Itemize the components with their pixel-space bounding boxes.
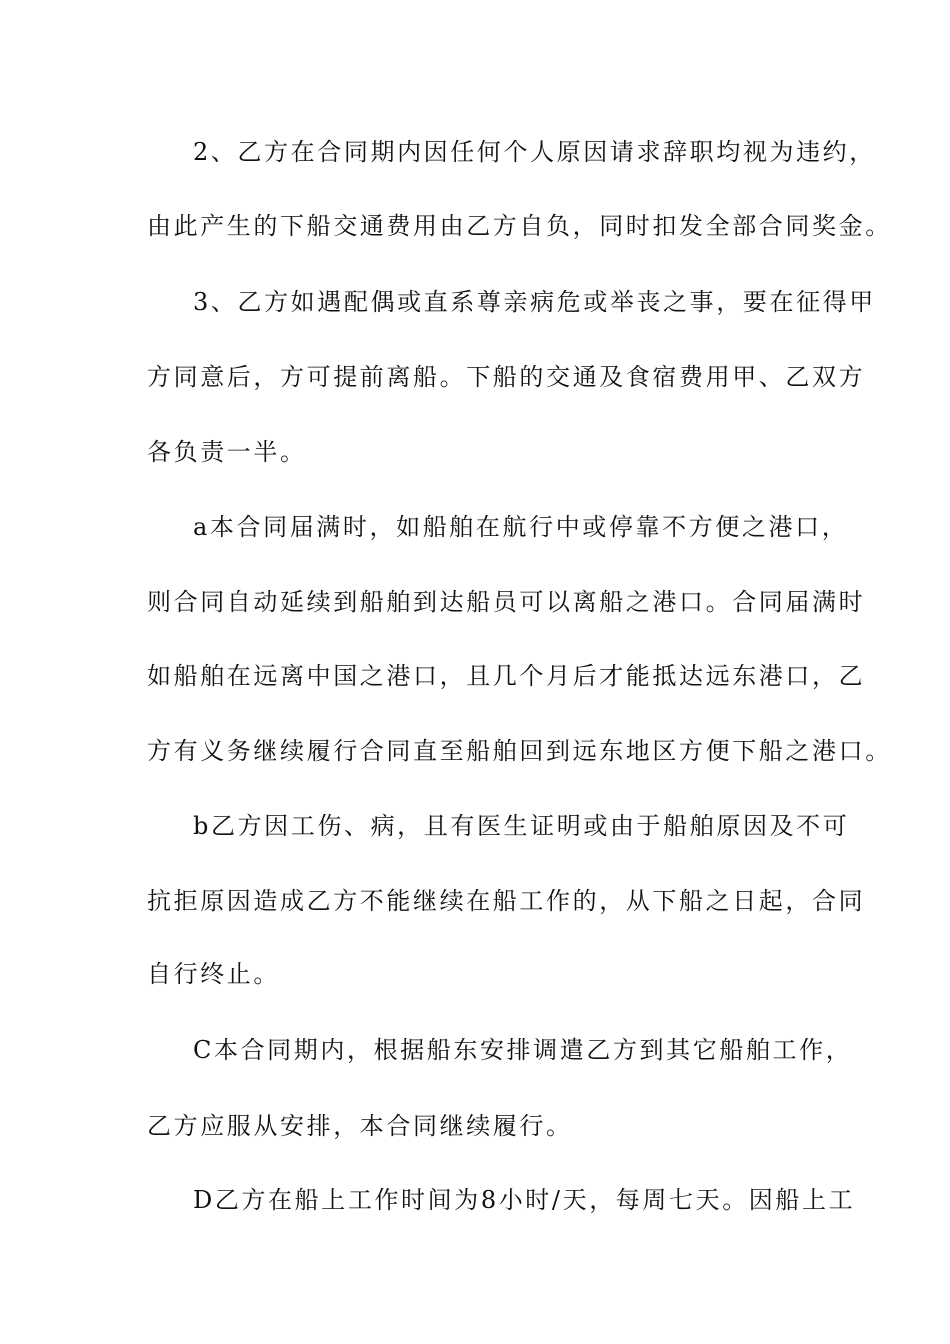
clause-a-line-2: 则合同自动延续到船舶到达船员可以离船之港口。合同届满时: [147, 588, 866, 616]
clause-2-line-1: 2、乙方在合同期内因任何个人原因请求辞职均视为违约，: [193, 138, 876, 166]
clause-b-line-2: 抗拒原因造成乙方不能继续在船工作的，从下船之日起，合同: [147, 887, 866, 915]
clause-a-line-4: 方有义务继续履行合同直至船舶回到远东地区方便下船之港口。: [147, 737, 892, 765]
clause-c-line-2: 乙方应服从安排，本合同继续履行。: [147, 1112, 573, 1140]
clause-c-line-1: C本合同期内，根据船东安排调遣乙方到其它船舶工作，: [193, 1036, 853, 1064]
clause-3-line-1: 3、乙方如遇配偶或直系尊亲病危或举丧之事，要在征得甲: [193, 288, 876, 316]
clause-3-line-2: 方同意后，方可提前离船。下船的交通及食宿费用甲、乙双方: [147, 363, 866, 391]
clause-b-line-1: b乙方因工伤、病，且有医生证明或由于船舶原因及不可: [193, 812, 850, 840]
clause-b-line-3: 自行终止。: [147, 960, 280, 988]
clause-2-line-2: 由此产生的下船交通费用由乙方自负，同时扣发全部合同奖金。: [147, 212, 892, 240]
clause-d-line-1: D乙方在船上工作时间为8小时/天，每周七天。因船上工: [193, 1186, 856, 1214]
clause-3-line-3: 各负责一半。: [147, 438, 307, 466]
clause-a-line-3: 如船舶在远离中国之港口，且几个月后才能抵达远东港口，乙: [147, 662, 866, 690]
clause-a-line-1: a本合同届满时，如船舶在航行中或停靠不方便之港口，: [193, 513, 849, 541]
